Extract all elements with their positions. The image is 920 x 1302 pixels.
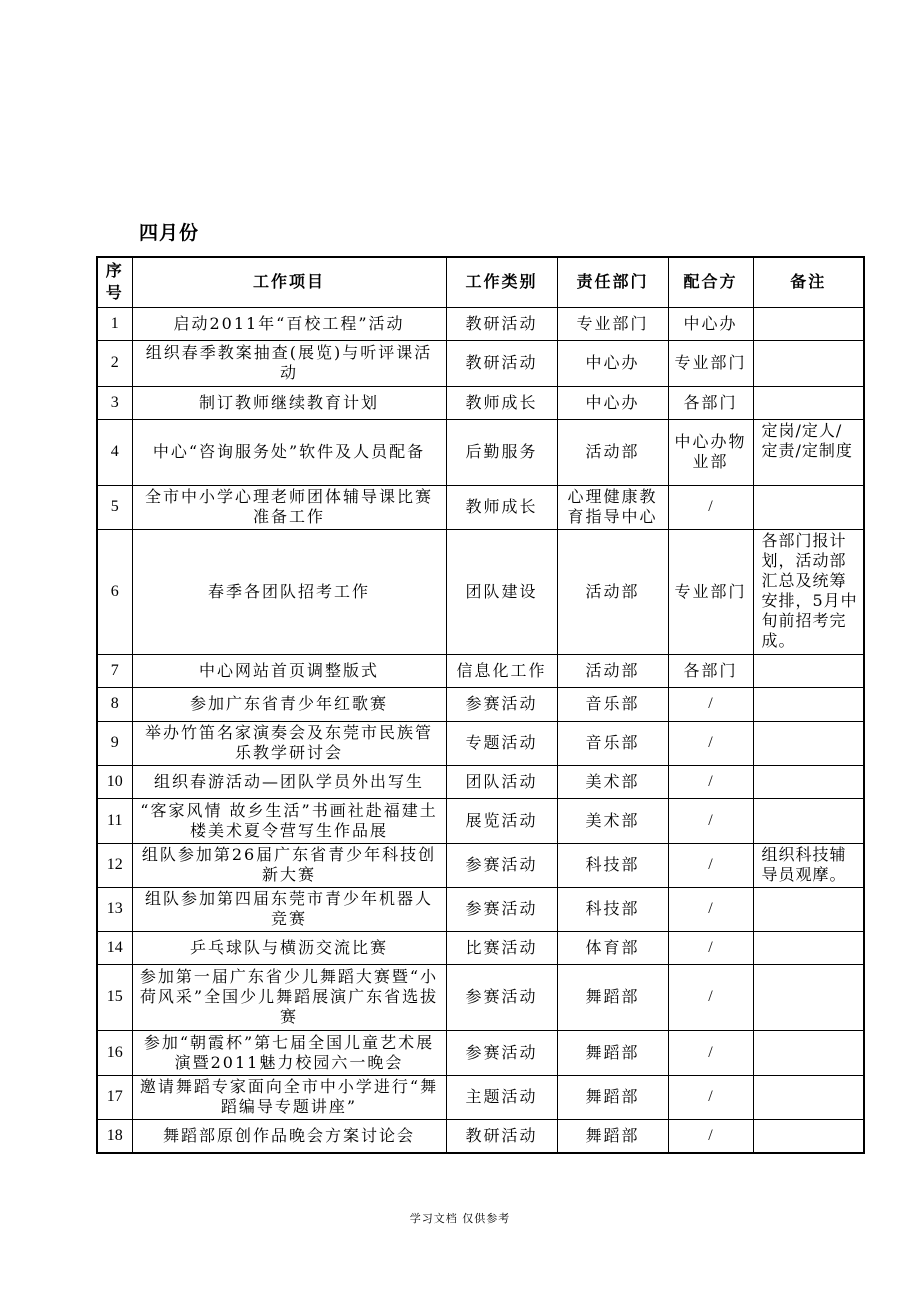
responsible-dept-cell: 科技部 bbox=[557, 887, 668, 931]
work-item-cell: “客家风情 故乡生活”书画社赴福建土楼美术夏令营写生作品展 bbox=[132, 798, 446, 843]
table-row bbox=[97, 1119, 864, 1153]
work-item-cell: 组队参加第26届广东省青少年科技创新大赛 bbox=[132, 843, 446, 887]
row-number-cell: 10 bbox=[97, 765, 132, 798]
page-title: 四月份 bbox=[139, 222, 200, 244]
remark-cell bbox=[753, 1075, 864, 1119]
remark-cell bbox=[753, 386, 864, 419]
remark-cell bbox=[753, 1119, 864, 1153]
remark-cell bbox=[753, 340, 864, 386]
row-number-cell: 13 bbox=[97, 887, 132, 931]
responsible-dept-cell: 科技部 bbox=[557, 843, 668, 887]
remark-cell bbox=[753, 721, 864, 765]
responsible-dept-cell: 活动部 bbox=[557, 654, 668, 687]
responsible-dept-cell: 活动部 bbox=[557, 419, 668, 485]
partner-cell: 各部门 bbox=[668, 654, 753, 687]
partner-cell: 各部门 bbox=[668, 386, 753, 419]
work-item-cell: 邀请舞蹈专家面向全市中小学进行“舞蹈编导专题讲座” bbox=[132, 1075, 446, 1119]
work-category-cell: 参赛活动 bbox=[446, 843, 557, 887]
work-item-cell: 乒乓球队与横沥交流比赛 bbox=[132, 931, 446, 964]
partner-cell: / bbox=[668, 1030, 753, 1075]
row-number-cell: 3 bbox=[97, 386, 132, 419]
row-number-cell: 8 bbox=[97, 687, 132, 721]
work-category-cell: 教师成长 bbox=[446, 485, 557, 529]
partner-cell: 中心办物业部 bbox=[668, 419, 753, 485]
table-row bbox=[97, 798, 864, 843]
work-item-cell: 春季各团队招考工作 bbox=[132, 529, 446, 654]
remark-cell: 各部门报计划，活动部汇总及统筹安排，5月中旬前招考完成。 bbox=[753, 529, 864, 654]
remark-cell: 定岗/定人/定责/定制度 bbox=[753, 419, 864, 485]
remark-cell bbox=[753, 931, 864, 964]
header-seq: 序号 bbox=[97, 257, 132, 307]
row-number-cell: 17 bbox=[97, 1075, 132, 1119]
table-row bbox=[97, 529, 864, 654]
row-number-cell: 4 bbox=[97, 419, 132, 485]
row-number-cell: 5 bbox=[97, 485, 132, 529]
work-category-cell: 参赛活动 bbox=[446, 1030, 557, 1075]
partner-cell: / bbox=[668, 1119, 753, 1153]
responsible-dept-cell: 舞蹈部 bbox=[557, 1075, 668, 1119]
work-item-cell: 中心网站首页调整版式 bbox=[132, 654, 446, 687]
partner-cell: 中心办 bbox=[668, 307, 753, 340]
table-row bbox=[97, 687, 864, 721]
table-row bbox=[97, 964, 864, 1030]
footer-note: 学习文档 仅供参考 bbox=[409, 1212, 511, 1225]
partner-cell: 专业部门 bbox=[668, 340, 753, 386]
table-row bbox=[97, 887, 864, 931]
row-number-cell: 7 bbox=[97, 654, 132, 687]
work-category-cell: 专题活动 bbox=[446, 721, 557, 765]
table-row bbox=[97, 1075, 864, 1119]
responsible-dept-cell: 中心办 bbox=[557, 386, 668, 419]
remark-cell bbox=[753, 887, 864, 931]
work-item-cell: 举办竹笛名家演奏会及东莞市民族管乐教学研讨会 bbox=[132, 721, 446, 765]
partner-cell: / bbox=[668, 964, 753, 1030]
responsible-dept-cell: 体育部 bbox=[557, 931, 668, 964]
partner-cell: / bbox=[668, 887, 753, 931]
work-item-cell: 舞蹈部原创作品晚会方案讨论会 bbox=[132, 1119, 446, 1153]
work-item-cell: 中心“咨询服务处”软件及人员配备 bbox=[132, 419, 446, 485]
work-item-cell: 参加“朝霞杯”第七届全国儿童艺术展演暨2011魅力校园六一晚会 bbox=[132, 1030, 446, 1075]
remark-cell bbox=[753, 1030, 864, 1075]
table-row bbox=[97, 340, 864, 386]
table-row bbox=[97, 386, 864, 419]
work-category-cell: 教师成长 bbox=[446, 386, 557, 419]
header-note: 备注 bbox=[753, 257, 864, 307]
partner-cell: / bbox=[668, 687, 753, 721]
responsible-dept-cell: 舞蹈部 bbox=[557, 1119, 668, 1153]
responsible-dept-cell: 活动部 bbox=[557, 529, 668, 654]
responsible-dept-cell: 中心办 bbox=[557, 340, 668, 386]
header-dept: 责任部门 bbox=[557, 257, 668, 307]
work-category-cell: 参赛活动 bbox=[446, 887, 557, 931]
work-item-cell: 组织春游活动—团队学员外出写生 bbox=[132, 765, 446, 798]
table-row bbox=[97, 1030, 864, 1075]
table-row bbox=[97, 765, 864, 798]
remark-cell bbox=[753, 307, 864, 340]
work-category-cell: 比赛活动 bbox=[446, 931, 557, 964]
header-item: 工作项目 bbox=[132, 257, 446, 307]
table-row bbox=[97, 485, 864, 529]
remark-cell bbox=[753, 654, 864, 687]
partner-cell: 专业部门 bbox=[668, 529, 753, 654]
table-row bbox=[97, 307, 864, 340]
partner-cell: / bbox=[668, 798, 753, 843]
row-number-cell: 16 bbox=[97, 1030, 132, 1075]
partner-cell: / bbox=[668, 721, 753, 765]
work-category-cell: 教研活动 bbox=[446, 340, 557, 386]
table-row bbox=[97, 721, 864, 765]
row-number-cell: 18 bbox=[97, 1119, 132, 1153]
work-item-cell: 制订教师继续教育计划 bbox=[132, 386, 446, 419]
responsible-dept-cell: 舞蹈部 bbox=[557, 964, 668, 1030]
table-row bbox=[97, 843, 864, 887]
work-category-cell: 参赛活动 bbox=[446, 687, 557, 721]
header-partner: 配合方 bbox=[668, 257, 753, 307]
partner-cell: / bbox=[668, 1075, 753, 1119]
responsible-dept-cell: 音乐部 bbox=[557, 687, 668, 721]
remark-cell bbox=[753, 964, 864, 1030]
partner-cell: / bbox=[668, 931, 753, 964]
remark-cell bbox=[753, 765, 864, 798]
remark-cell bbox=[753, 485, 864, 529]
responsible-dept-cell: 美术部 bbox=[557, 798, 668, 843]
work-item-cell: 全市中小学心理老师团体辅导课比赛准备工作 bbox=[132, 485, 446, 529]
work-item-cell: 组队参加第四届东莞市青少年机器人竞赛 bbox=[132, 887, 446, 931]
row-number-cell: 15 bbox=[97, 964, 132, 1030]
work-category-cell: 信息化工作 bbox=[446, 654, 557, 687]
responsible-dept-cell: 心理健康教育指导中心 bbox=[557, 485, 668, 529]
work-category-cell: 教研活动 bbox=[446, 1119, 557, 1153]
header-category: 工作类别 bbox=[446, 257, 557, 307]
work-item-cell: 参加广东省青少年红歌赛 bbox=[132, 687, 446, 721]
responsible-dept-cell: 专业部门 bbox=[557, 307, 668, 340]
row-number-cell: 9 bbox=[97, 721, 132, 765]
work-category-cell: 团队活动 bbox=[446, 765, 557, 798]
remark-cell: 组织科技辅导员观摩。 bbox=[753, 843, 864, 887]
responsible-dept-cell: 美术部 bbox=[557, 765, 668, 798]
partner-cell: / bbox=[668, 843, 753, 887]
remark-cell bbox=[753, 798, 864, 843]
work-category-cell: 参赛活动 bbox=[446, 964, 557, 1030]
row-number-cell: 2 bbox=[97, 340, 132, 386]
work-category-cell: 主题活动 bbox=[446, 1075, 557, 1119]
work-category-cell: 团队建设 bbox=[446, 529, 557, 654]
responsible-dept-cell: 舞蹈部 bbox=[557, 1030, 668, 1075]
table-row bbox=[97, 419, 864, 485]
row-number-cell: 6 bbox=[97, 529, 132, 654]
responsible-dept-cell: 音乐部 bbox=[557, 721, 668, 765]
row-number-cell: 12 bbox=[97, 843, 132, 887]
row-number-cell: 14 bbox=[97, 931, 132, 964]
work-category-cell: 展览活动 bbox=[446, 798, 557, 843]
table-row bbox=[97, 931, 864, 964]
row-number-cell: 11 bbox=[97, 798, 132, 843]
work-category-cell: 后勤服务 bbox=[446, 419, 557, 485]
work-item-cell: 启动2011年“百校工程”活动 bbox=[132, 307, 446, 340]
table-row bbox=[97, 654, 864, 687]
table-header-row bbox=[97, 257, 864, 307]
remark-cell bbox=[753, 687, 864, 721]
work-category-cell: 教研活动 bbox=[446, 307, 557, 340]
work-plan-table bbox=[96, 256, 865, 1154]
partner-cell: / bbox=[668, 765, 753, 798]
work-item-cell: 组织春季教案抽查(展览)与听评课活动 bbox=[132, 340, 446, 386]
row-number-cell: 1 bbox=[97, 307, 132, 340]
partner-cell: / bbox=[668, 485, 753, 529]
work-item-cell: 参加第一届广东省少儿舞蹈大赛暨“小荷风采”全国少儿舞蹈展演广东省选拔赛 bbox=[132, 964, 446, 1030]
